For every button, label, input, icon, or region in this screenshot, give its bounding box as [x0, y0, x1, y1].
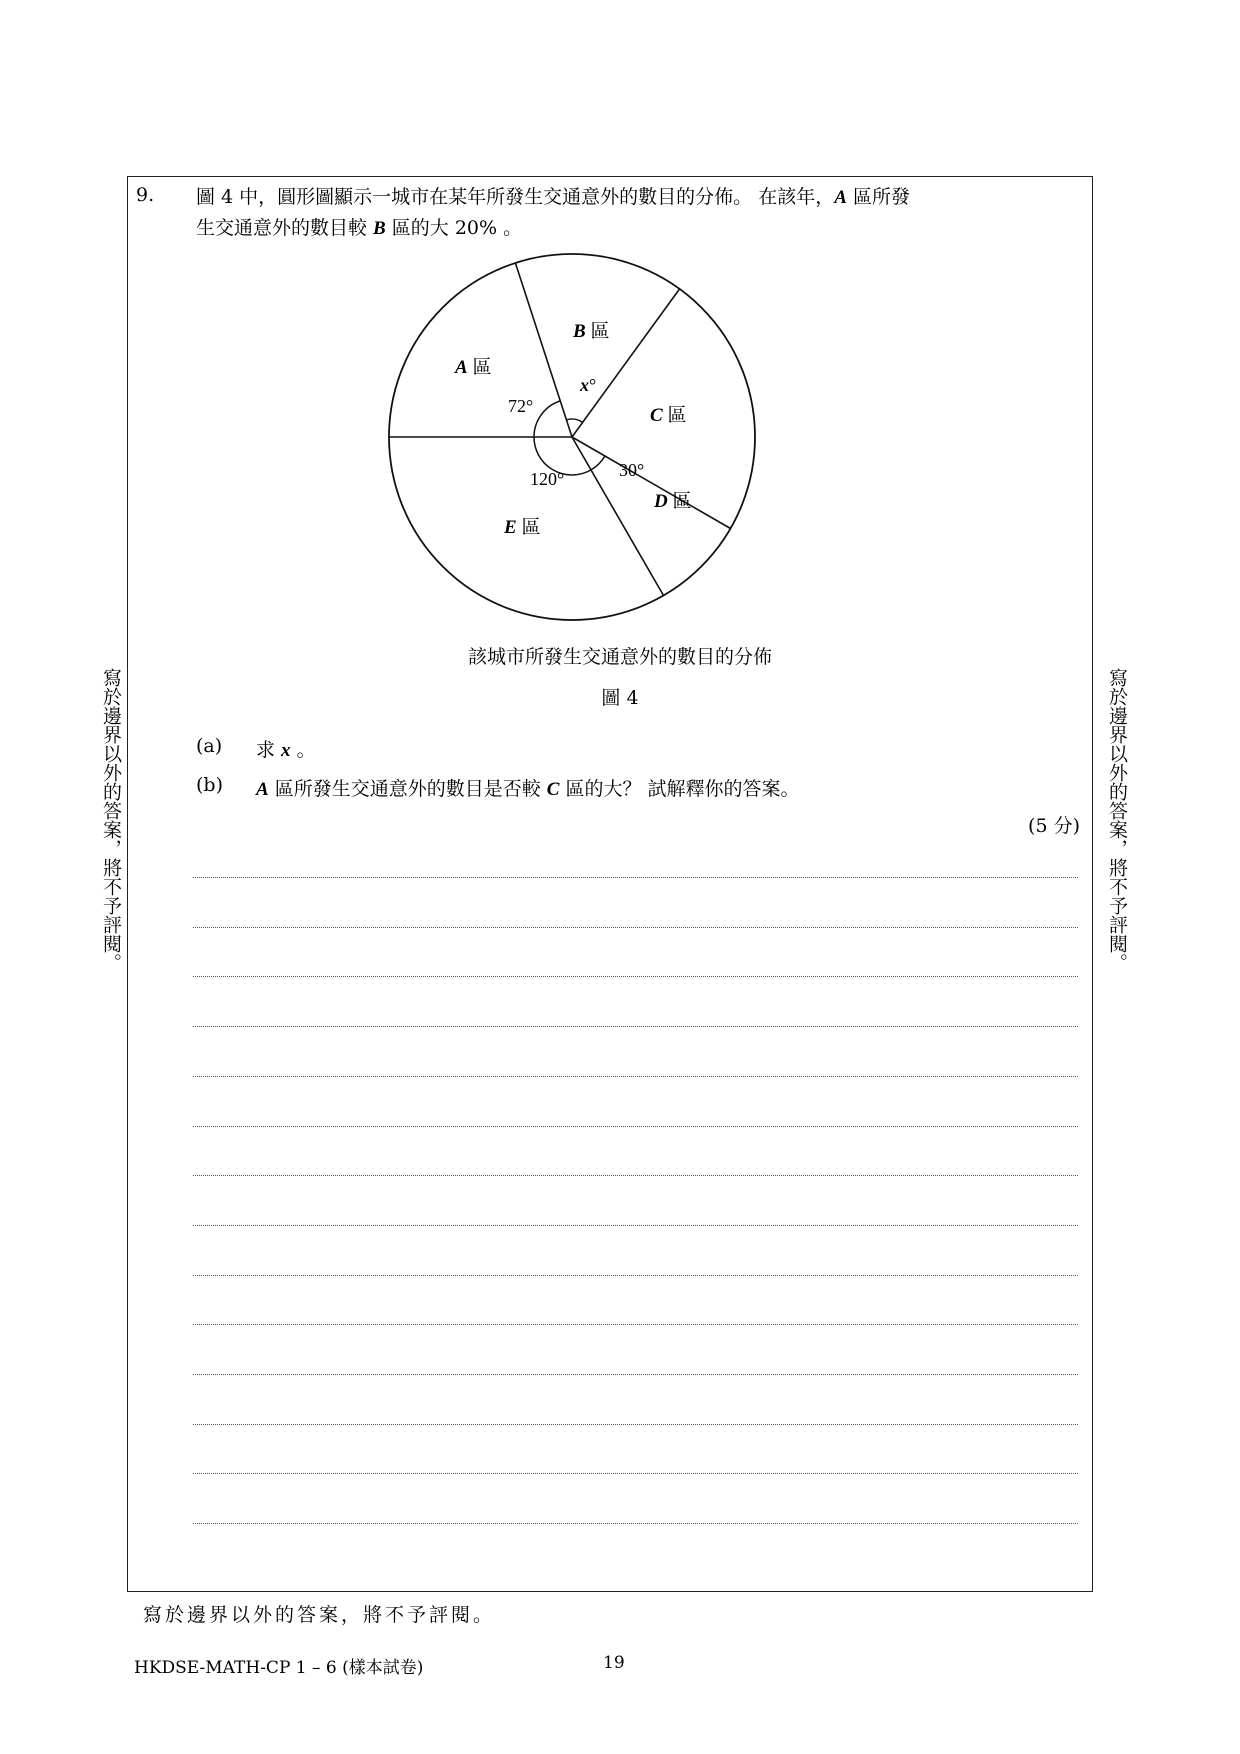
- answer-line[interactable]: [193, 1473, 1078, 1474]
- angle-arc: [591, 456, 605, 470]
- region-label-d: D 區: [654, 491, 692, 512]
- part-a-text: [256, 735, 316, 762]
- stem-text: 生交通意外的數目較: [196, 217, 374, 239]
- part-text: 。: [290, 739, 316, 761]
- answer-line[interactable]: [193, 1225, 1078, 1226]
- part-var: A: [256, 779, 269, 800]
- pie-group: [389, 254, 755, 620]
- region-label-b: B 區: [573, 321, 610, 342]
- chart-title: 該城市所發生交通意外的數目的分佈: [467, 646, 772, 668]
- region-label-e: E 區: [504, 517, 541, 538]
- answer-line[interactable]: [193, 1424, 1078, 1425]
- marks-label: (5 分): [1028, 815, 1080, 837]
- part-b-text: [256, 774, 800, 801]
- stem-text: 區所發: [846, 186, 910, 208]
- part-var: C: [546, 779, 560, 800]
- question-number: 9.: [136, 184, 155, 206]
- answer-line[interactable]: [193, 976, 1078, 977]
- part-text: 區的大？ 試解釋你的答案。: [559, 778, 800, 800]
- angle-arc: [534, 401, 560, 437]
- part-var: x: [281, 740, 291, 761]
- part-text: 區所發生交通意外的數目是否較: [268, 778, 547, 800]
- figure-label: 圖 4: [601, 687, 639, 709]
- stem-var: B: [373, 218, 386, 239]
- stem-text: 區的大 20% 。: [385, 217, 523, 239]
- pie-radius: [572, 437, 731, 529]
- bottom-note: 寫於邊界以外的答案，將不予評閱。: [143, 1604, 496, 1626]
- region-label-c: C 區: [650, 405, 687, 426]
- stem-var: A: [834, 187, 847, 208]
- answer-line[interactable]: [193, 1523, 1078, 1524]
- margin-note-left: 寫於邊界以外的答案，將不予評閱。: [100, 668, 122, 972]
- stem-text: 圖 4 中，圓形圖顯示一城市在某年所發生交通意外的數目的分佈。 在該年，: [196, 186, 835, 208]
- region-label-a: A 區: [455, 357, 492, 378]
- pie-chart: [0, 0, 1240, 660]
- answer-line[interactable]: [193, 1324, 1078, 1325]
- answer-line[interactable]: [193, 1126, 1078, 1127]
- answer-line[interactable]: [193, 877, 1078, 878]
- paper-code: HKDSE-MATH-CP 1 – 6 (樣本試卷): [134, 1658, 424, 1678]
- answer-line[interactable]: [193, 1374, 1078, 1375]
- pie-radius: [572, 437, 664, 596]
- angle-label-e: 120°: [530, 469, 565, 489]
- angle-label-d: 30°: [619, 460, 645, 480]
- answer-line[interactable]: [193, 1076, 1078, 1077]
- answer-line[interactable]: [193, 1275, 1078, 1276]
- angle-label-a: 72°: [508, 396, 534, 416]
- answer-line[interactable]: [193, 1175, 1078, 1176]
- answer-line[interactable]: [193, 927, 1078, 928]
- answer-line[interactable]: [193, 1026, 1078, 1027]
- part-text: 求: [256, 739, 282, 761]
- part-a-label: (a): [196, 735, 223, 757]
- page-number: 19: [603, 1653, 625, 1673]
- part-b-label: (b): [196, 774, 223, 796]
- angle-label-b: x°: [580, 375, 597, 395]
- margin-note-right: 寫於邊界以外的答案，將不予評閱。: [1106, 668, 1128, 972]
- angle-arc: [566, 419, 582, 422]
